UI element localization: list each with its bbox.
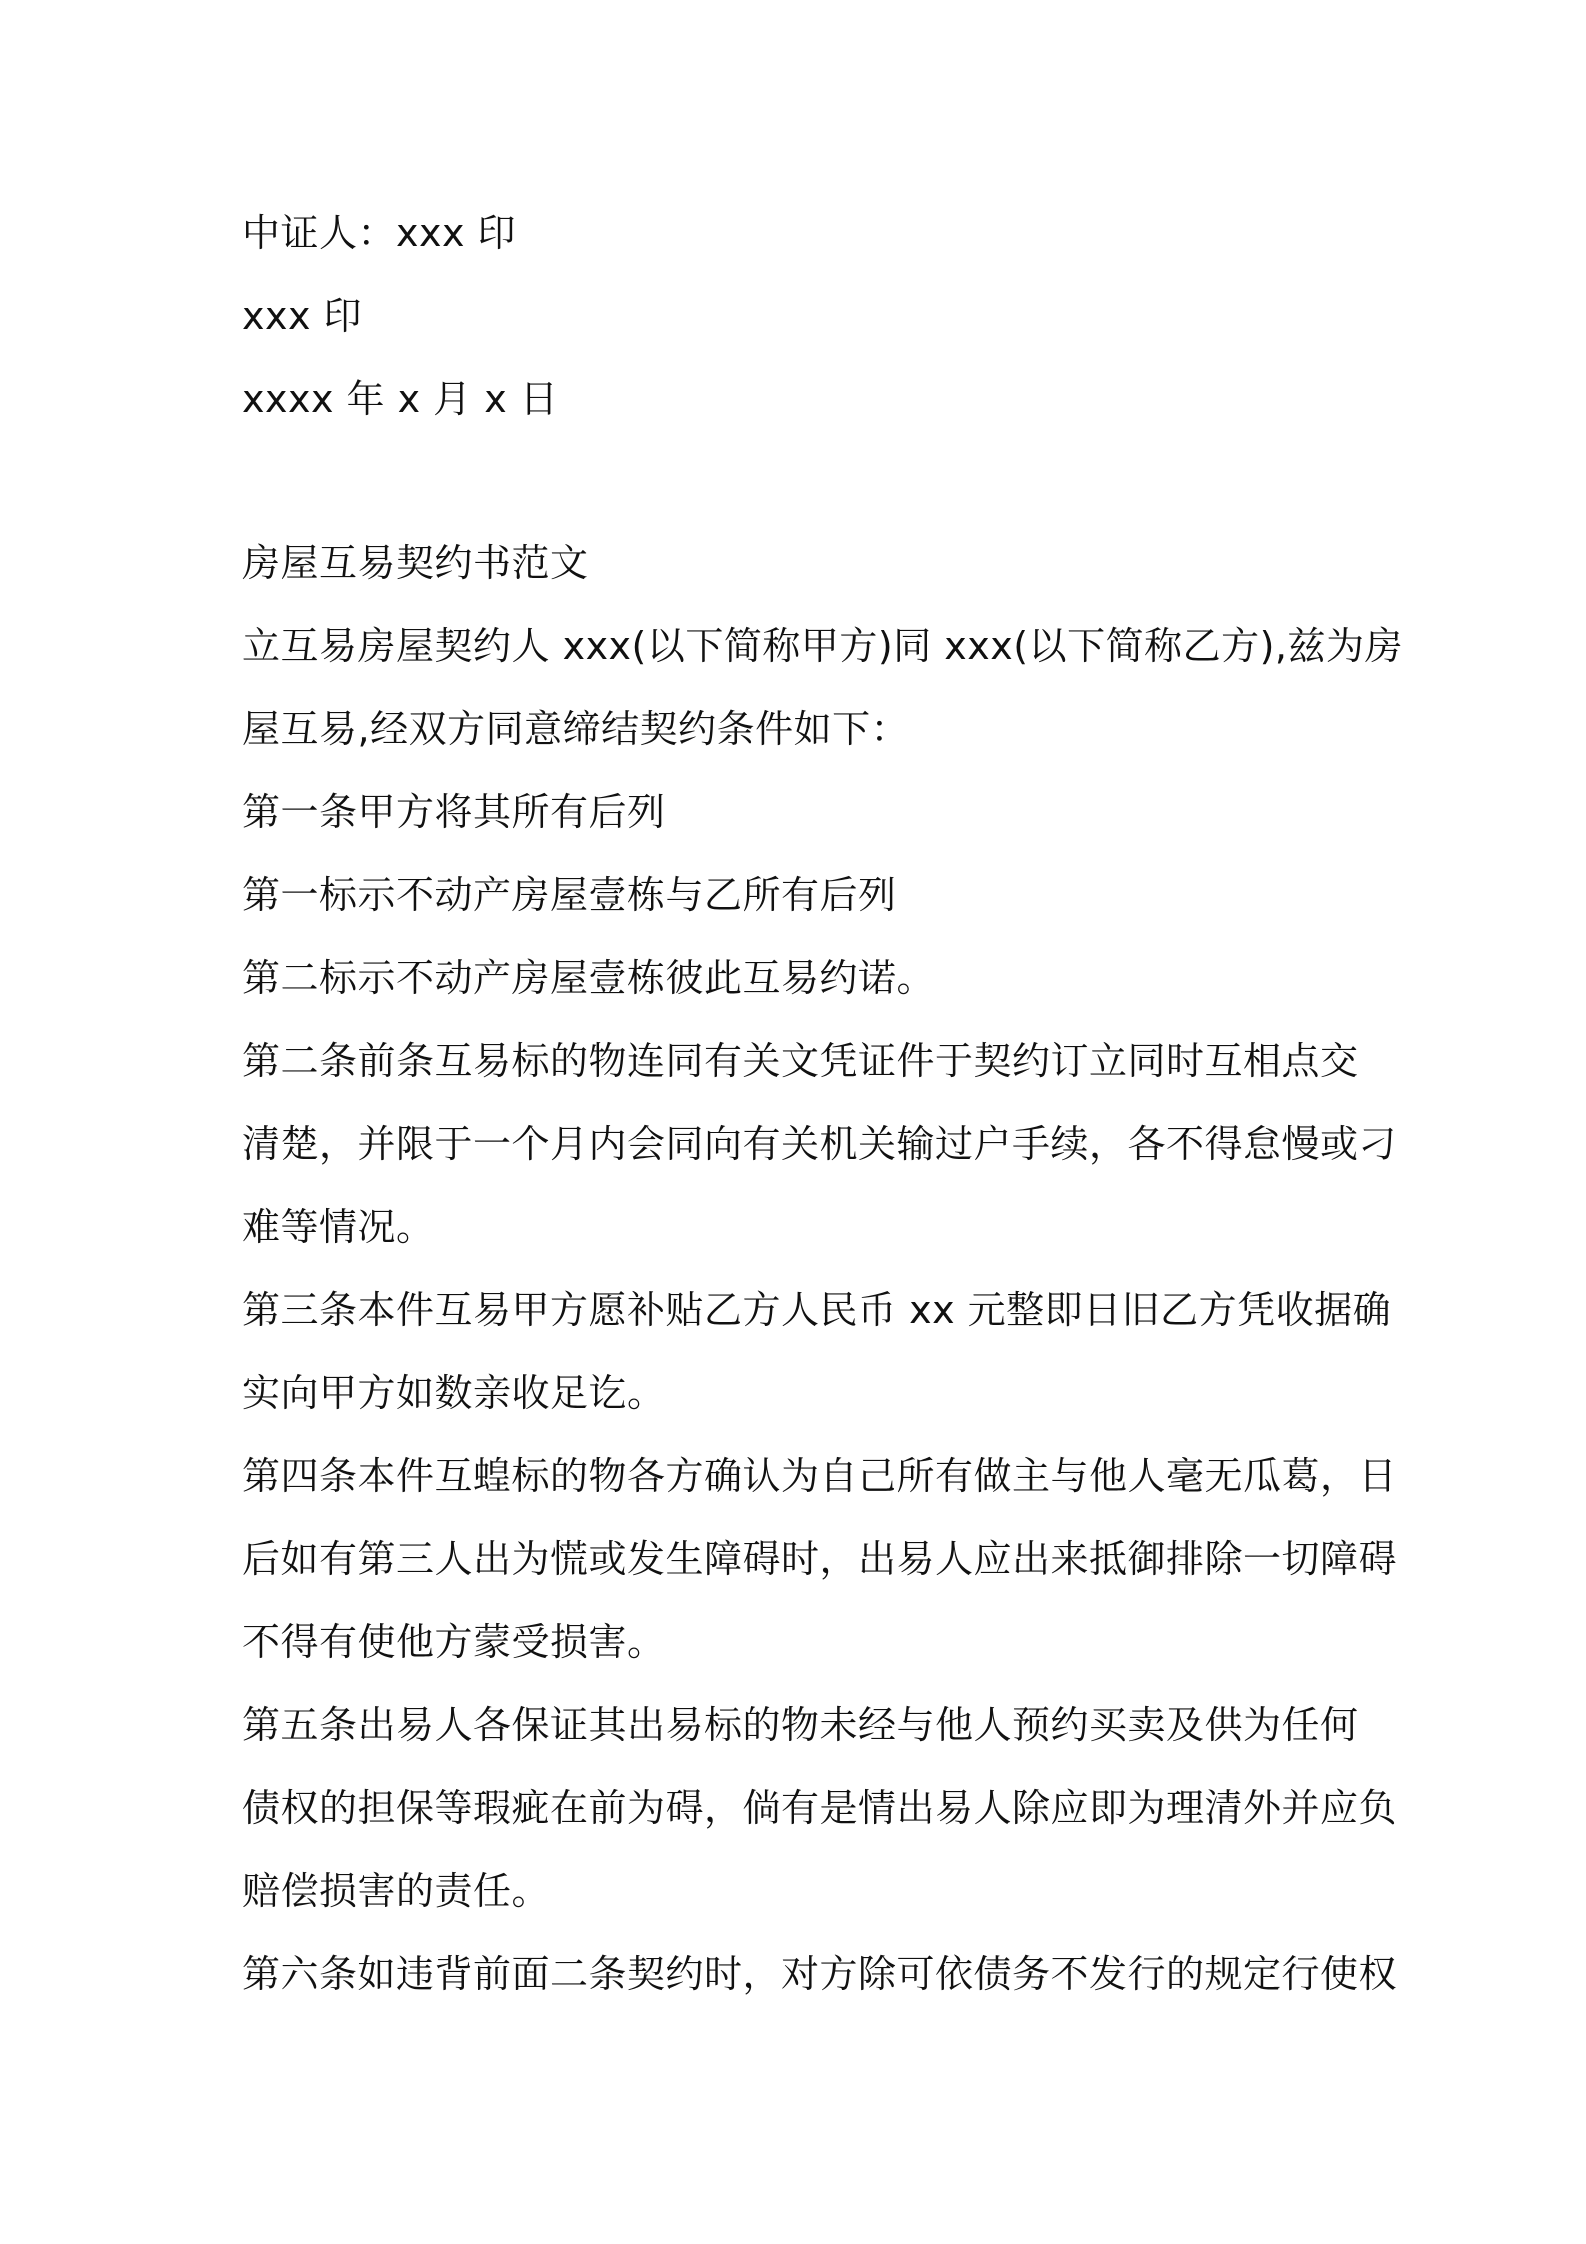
body-line: 第三条本件互易甲方愿补贴乙方人民币 xx 元整即日旧乙方凭收据确 [242, 1288, 1392, 1332]
body-line: 不得有使他方蒙受损害。 [242, 1620, 666, 1664]
body-line: 清楚，并限于一个月内会同向有关机关输过户手续，各不得怠慢或刁 [242, 1122, 1398, 1166]
body-line: 第二标示不动产房屋壹栋彼此互易约诺。 [242, 956, 936, 1000]
body-line: 第五条出易人各保证其出易标的物未经与他人预约买卖及供为任何 [242, 1703, 1359, 1747]
contract-body [242, 522, 1403, 2016]
body-line: 第二条前条互易标的物连同有关文凭证件于契约订立同时互相点交 [242, 1039, 1359, 1083]
witness-seal-line: 中证人：xxx 印 [242, 211, 517, 255]
signature-block [242, 192, 1362, 441]
body-line: 第六条如违背前面二条契约时，对方除可依债务不发行的规定行使权 [242, 1952, 1398, 1996]
body-line: 第一条甲方将其所有后列 [242, 790, 666, 834]
body-line: 屋互易,经双方同意缔结契约条件如下： [242, 707, 910, 751]
body-line: 难等情况。 [242, 1205, 435, 1249]
body-line: 立互易房屋契约人 xxx(以下简称甲方)同 xxx(以下简称乙方),兹为房 [242, 624, 1403, 668]
second-seal-line: xxx 印 [242, 294, 363, 338]
body-line: 赔偿损害的责任。 [242, 1869, 551, 1913]
body-line: 第一标示不动产房屋壹栋与乙所有后列 [242, 873, 897, 917]
signature-date: xxxx 年 x 月 x 日 [242, 377, 559, 421]
body-line: 后如有第三人出为慌或发生障碍时，出易人应出来抵御排除一切障碍 [242, 1537, 1398, 1581]
body-line: 实向甲方如数亲收足讫。 [242, 1371, 666, 1415]
body-line: 第四条本件互蝗标的物各方确认为自己所有做主与他人毫无瓜葛，日 [242, 1454, 1398, 1498]
body-line: 债权的担保等瑕疵在前为碍，倘有是情出易人除应即为理清外并应负 [242, 1786, 1398, 1830]
document-title: 房屋互易契约书范文 [242, 541, 589, 585]
